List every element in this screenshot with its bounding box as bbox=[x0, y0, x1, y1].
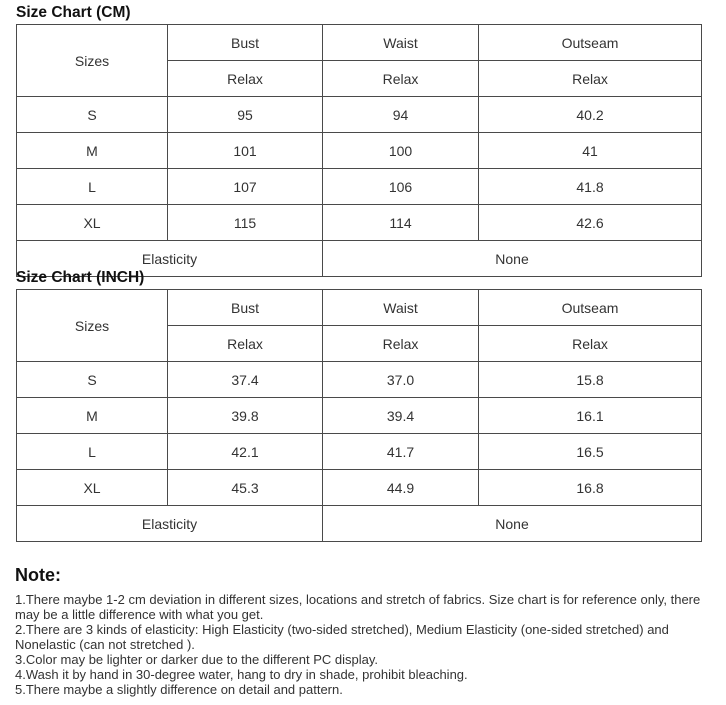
note-item: 3.Color may be lighter or darker due to the different PC display. bbox=[15, 652, 378, 667]
size-cell: L bbox=[17, 169, 168, 205]
bust-cell: 95 bbox=[168, 97, 323, 133]
outseam-header: Outseam bbox=[479, 25, 702, 61]
outseam-fit: Relax bbox=[479, 61, 702, 97]
table-row bbox=[17, 434, 702, 470]
elasticity-value: None bbox=[323, 241, 702, 277]
outseam-cell: 41 bbox=[479, 133, 702, 169]
bust-cell: 101 bbox=[168, 133, 323, 169]
table-header-row bbox=[17, 25, 702, 61]
sizes-header: Sizes bbox=[17, 25, 168, 97]
size-cell: S bbox=[17, 362, 168, 398]
size-cell: M bbox=[17, 133, 168, 169]
size-cell: M bbox=[17, 398, 168, 434]
table-header-row bbox=[17, 290, 702, 326]
cm-chart-title: Size Chart (CM) bbox=[16, 4, 131, 21]
elasticity-row bbox=[17, 506, 702, 542]
cm-size-table bbox=[16, 24, 702, 277]
bust-header: Bust bbox=[168, 25, 323, 61]
elasticity-label: Elasticity bbox=[17, 506, 323, 542]
outseam-cell: 40.2 bbox=[479, 97, 702, 133]
table-row bbox=[17, 169, 702, 205]
table-row bbox=[17, 398, 702, 434]
bust-cell: 115 bbox=[168, 205, 323, 241]
outseam-fit: Relax bbox=[479, 326, 702, 362]
note-item: 4.Wash it by hand in 30-degree water, hang to dry in shade, prohibit bleaching. bbox=[15, 667, 468, 682]
bust-cell: 107 bbox=[168, 169, 323, 205]
bust-cell: 37.4 bbox=[168, 362, 323, 398]
waist-cell: 39.4 bbox=[323, 398, 479, 434]
note-list bbox=[15, 592, 715, 697]
outseam-header: Outseam bbox=[479, 290, 702, 326]
size-cell: L bbox=[17, 434, 168, 470]
waist-cell: 37.0 bbox=[323, 362, 479, 398]
table-row bbox=[17, 470, 702, 506]
bust-cell: 45.3 bbox=[168, 470, 323, 506]
waist-fit: Relax bbox=[323, 326, 479, 362]
bust-cell: 42.1 bbox=[168, 434, 323, 470]
waist-cell: 41.7 bbox=[323, 434, 479, 470]
note-title: Note: bbox=[15, 565, 61, 585]
waist-cell: 100 bbox=[323, 133, 479, 169]
elasticity-label: Elasticity bbox=[17, 241, 323, 277]
inch-chart-title: Size Chart (INCH) bbox=[16, 269, 145, 286]
waist-header: Waist bbox=[323, 290, 479, 326]
waist-fit: Relax bbox=[323, 61, 479, 97]
note-item: 1.There maybe 1-2 cm deviation in different sizes, locations and stretch of fabrics. Size chart is for reference only, there may be a little difference with what you get. bbox=[15, 592, 701, 622]
waist-cell: 114 bbox=[323, 205, 479, 241]
outseam-cell: 16.1 bbox=[479, 398, 702, 434]
sizes-header: Sizes bbox=[17, 290, 168, 362]
waist-cell: 106 bbox=[323, 169, 479, 205]
outseam-cell: 15.8 bbox=[479, 362, 702, 398]
bust-header: Bust bbox=[168, 290, 323, 326]
bust-fit: Relax bbox=[168, 61, 323, 97]
note-item: 2.There are 3 kinds of elasticity: High Elasticity (two-sided stretched), Medium Elasticity (one-sided stretched) and Nonelastic (can not stretched ). bbox=[15, 622, 669, 652]
outseam-cell: 16.8 bbox=[479, 470, 702, 506]
table-row bbox=[17, 133, 702, 169]
bust-cell: 39.8 bbox=[168, 398, 323, 434]
table-row bbox=[17, 97, 702, 133]
table-row bbox=[17, 205, 702, 241]
size-cell: S bbox=[17, 97, 168, 133]
table-row bbox=[17, 362, 702, 398]
size-cell: XL bbox=[17, 470, 168, 506]
outseam-cell: 42.6 bbox=[479, 205, 702, 241]
waist-cell: 94 bbox=[323, 97, 479, 133]
waist-header: Waist bbox=[323, 25, 479, 61]
note-item: 5.There maybe a slightly difference on detail and pattern. bbox=[15, 682, 343, 697]
elasticity-value: None bbox=[323, 506, 702, 542]
inch-size-table bbox=[16, 289, 702, 542]
outseam-cell: 16.5 bbox=[479, 434, 702, 470]
outseam-cell: 41.8 bbox=[479, 169, 702, 205]
bust-fit: Relax bbox=[168, 326, 323, 362]
waist-cell: 44.9 bbox=[323, 470, 479, 506]
size-cell: XL bbox=[17, 205, 168, 241]
